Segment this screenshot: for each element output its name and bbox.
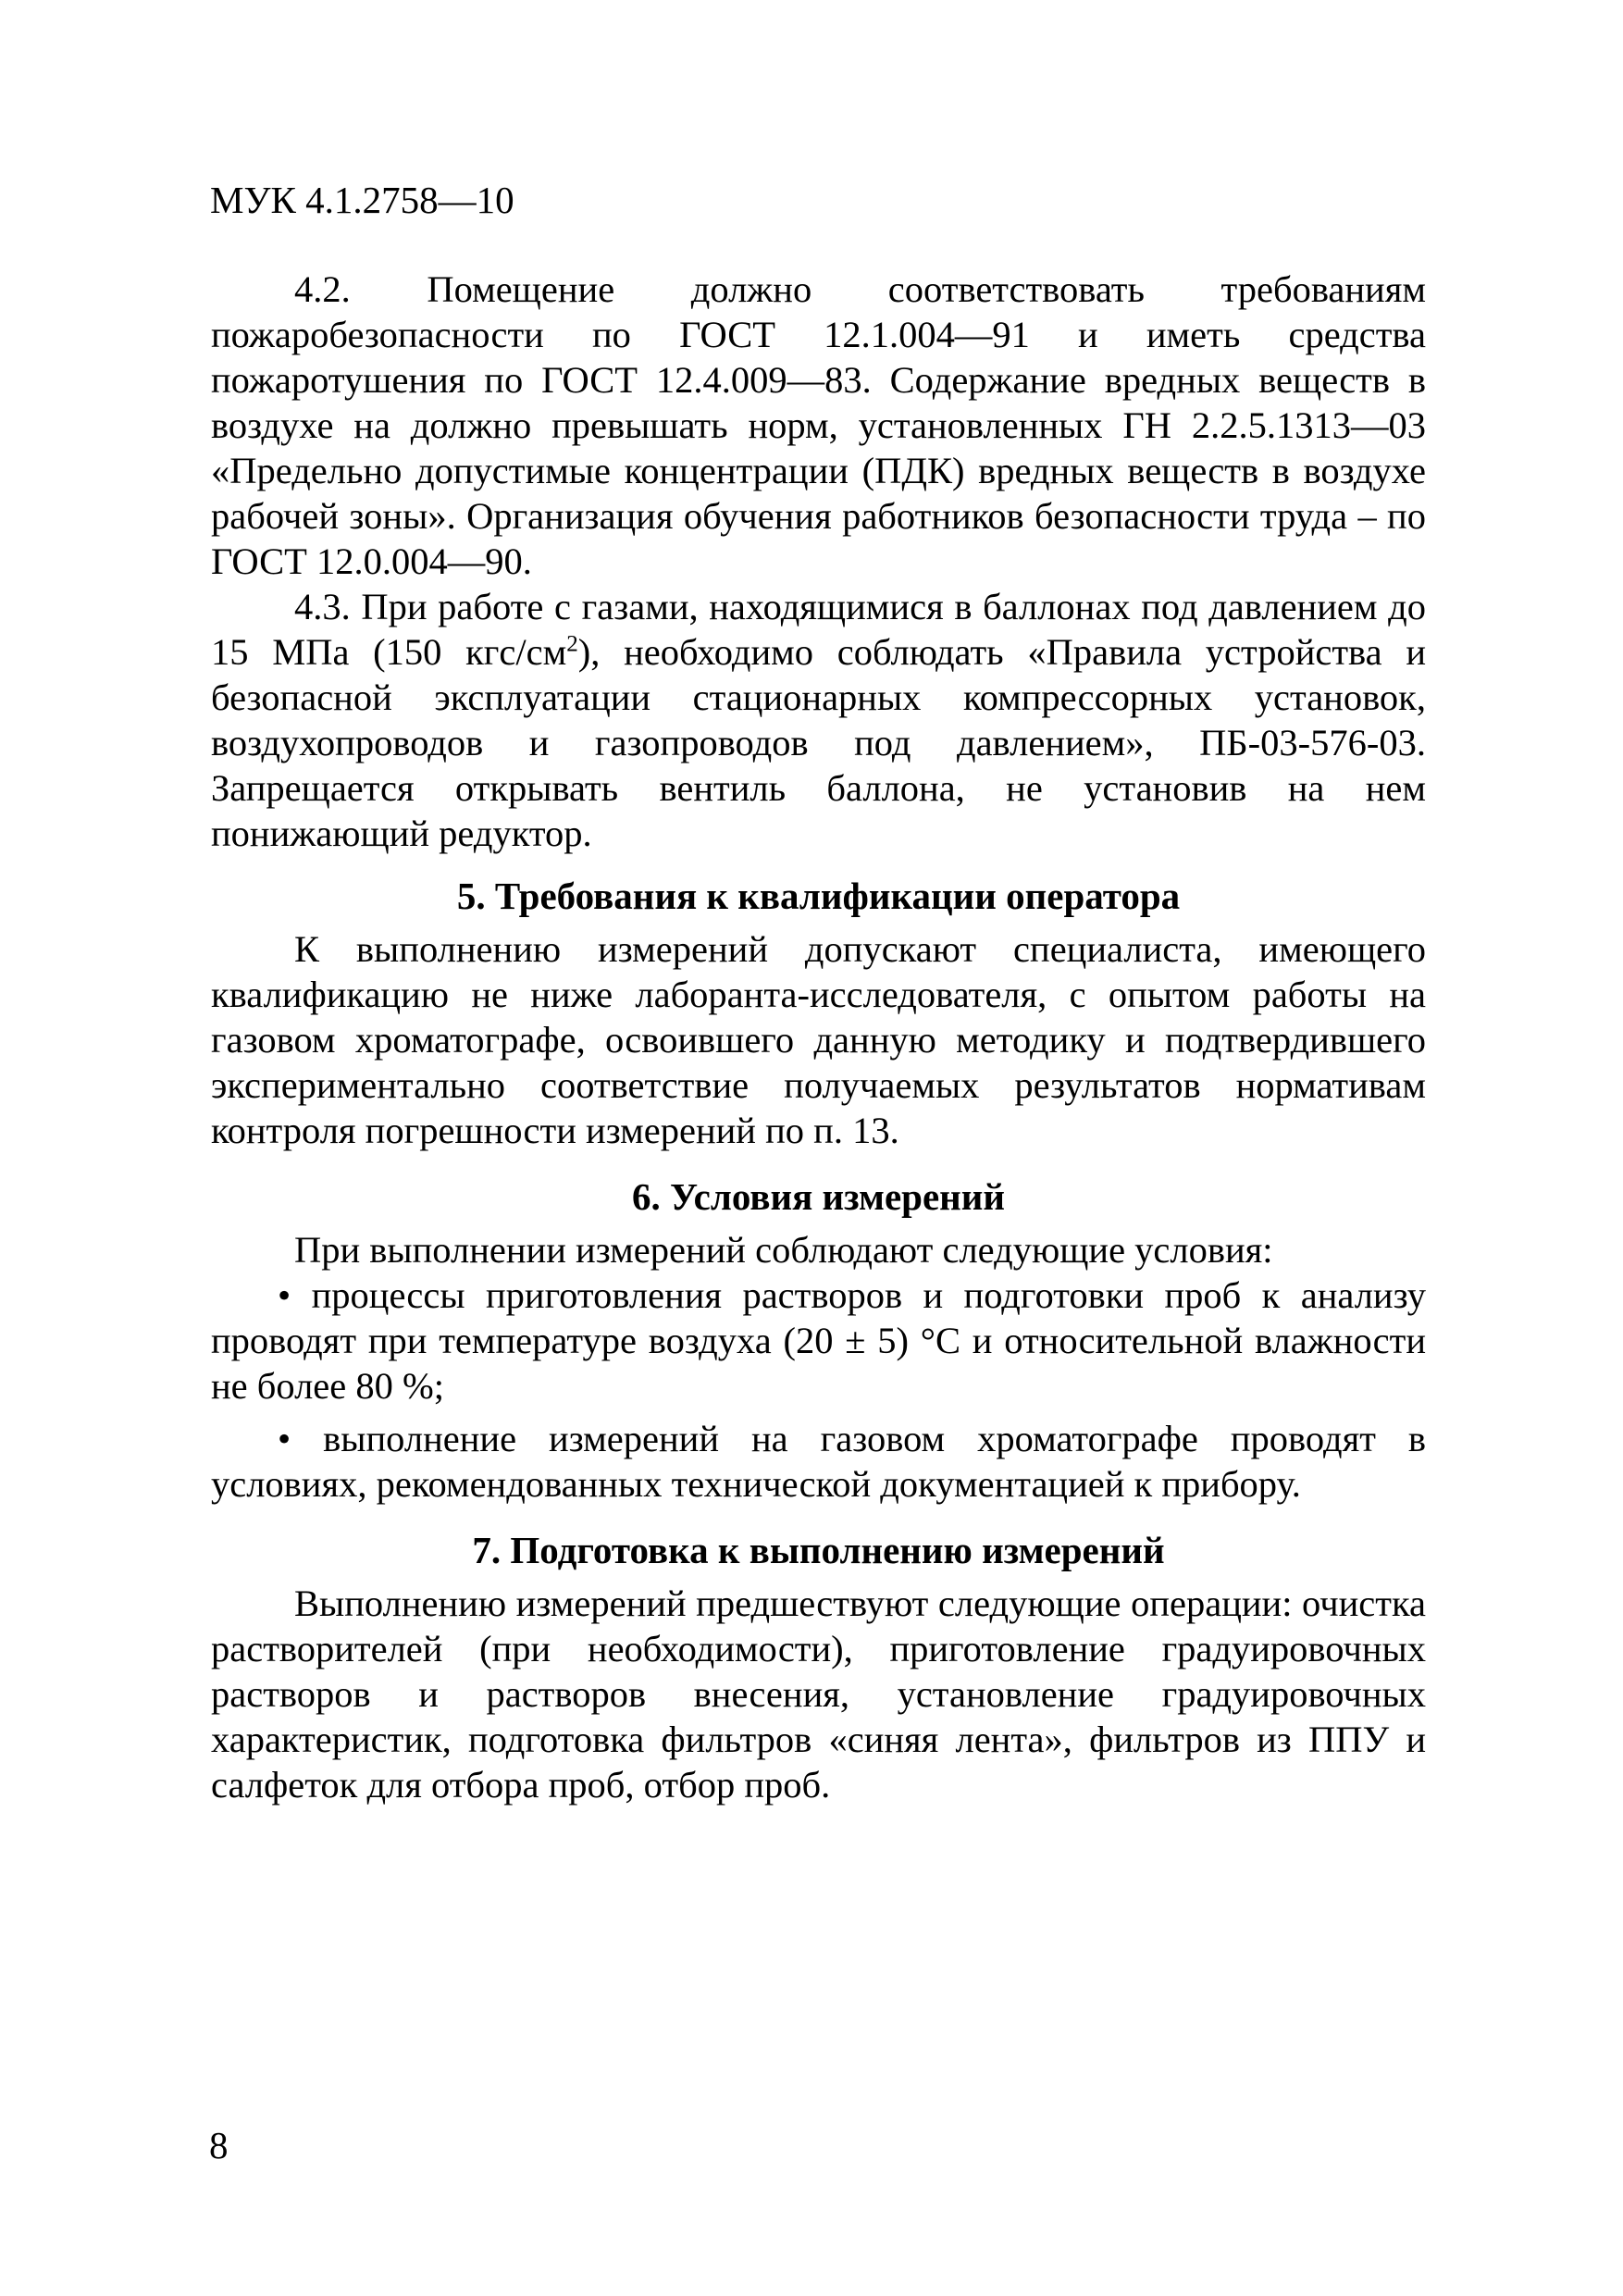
section-6-bullet-1 [211, 1272, 1426, 1409]
section-6-bullet-2 [211, 1416, 1426, 1507]
bullet-icon: • [278, 1418, 291, 1459]
section-7-heading: 7. Подготовка к выполнению измерений [472, 1529, 1165, 1571]
section-5-heading: 5. Требования к квалификации оператора [456, 875, 1181, 917]
bullet-text: выполнение измерений на газовом хроматографе проводят в условиях, рекомендованных технической документацией к прибору. [211, 1418, 1426, 1505]
section-6-intro: При выполнении измерений соблюдают следующие условия: [294, 1229, 1273, 1271]
section-6-heading: 6. Условия измерений [631, 1175, 1006, 1218]
bullet-text: процессы приготовления растворов и подготовки проб к анализу проводят при температуре воздуха (20 ± 5) °С и относительной влажности не более 80 %; [211, 1274, 1427, 1407]
document-code-header: МУК 4.1.2758—10 [210, 179, 514, 221]
paragraph-4-3-part-2: ), необходимо соблюдать «Правила устройства и безопасной эксплуатации стационарных компрессорных установок, воздухопроводов и газопроводов под давлением», ПБ-03-576-03. Запрещается открывать вентиль баллона, не установив на нем понижающий редуктор. [211, 631, 1426, 854]
paragraph-4-2: 4.2. Помещение должно соответствовать требованиям пожаробезопасности по ГОСТ 12.1.004—91 и иметь средства пожаротушения по ГОСТ 12.4.009—83. Содержание вредных веществ в воздухе на должно превышать норм, установленных ГН 2.2.5.1313—03 «Предельно допустимые концентрации (ПДК) вредных веществ в воздухе рабочей зоны». Организация обучения работников безопасности труда – по ГОСТ 12.0.004—90. [211, 268, 1426, 582]
section-5-paragraph: К выполнению измерений допускают специалиста, имеющего квалификацию не ниже лаборанта-исследователя, с опытом работы на газовом хроматографе, освоившего данную методику и подтвердившего экспериментально соответствие получаемых результатов нормативам контроля погрешности измерений по п. 13. [211, 928, 1426, 1151]
paragraph-4-3-part-1: 4.3. При работе с газами, находящимися в баллонах под давлением до 15 МПа (150 кгс/см [211, 586, 1426, 673]
document-body [211, 267, 1426, 1807]
superscript-2: 2 [566, 631, 578, 657]
page-number: 8 [209, 2124, 229, 2166]
bullet-icon: • [278, 1274, 291, 1316]
paragraph-4-3 [211, 584, 1426, 856]
section-7-paragraph: Выполнению измерений предшествуют следующие операции: очистка растворителей (при необходимости), приготовление градуировочных растворов и растворов внесения, установление градуировочных характеристик, подготовка фильтров «синяя лента», фильтров из ППУ и салфеток для отбора проб, отбор проб. [211, 1582, 1426, 1806]
